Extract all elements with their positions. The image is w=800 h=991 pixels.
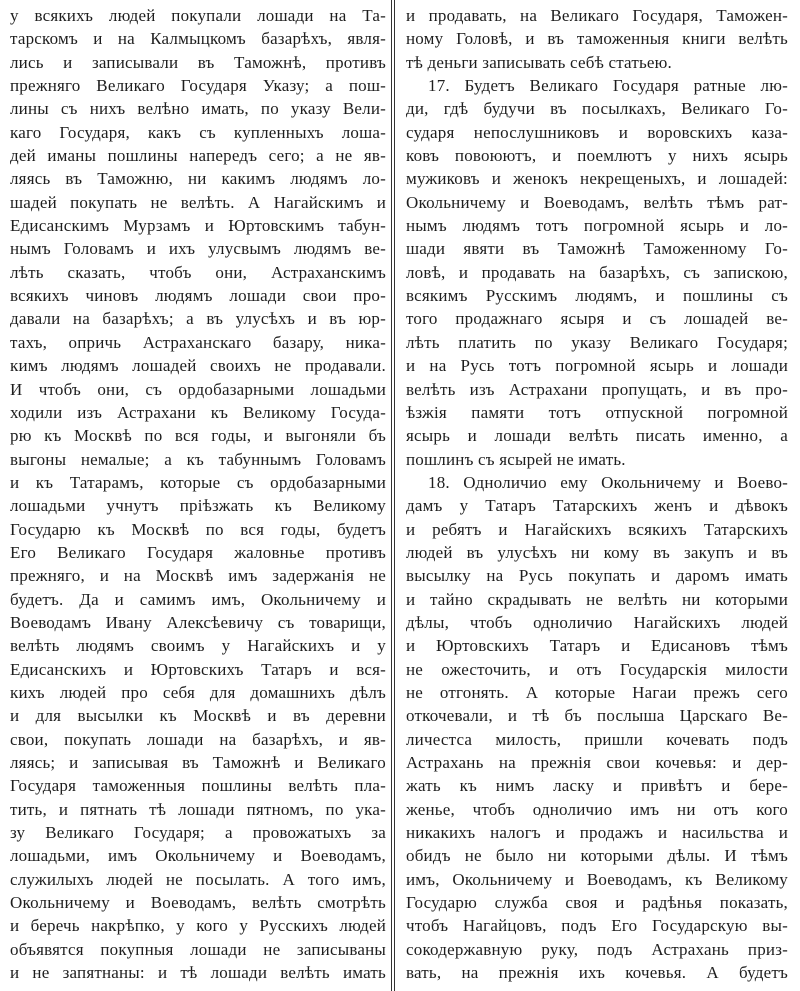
text-line: и для высылки къ Москвѣ и въ деревни (10, 706, 386, 726)
text-line: нымъ Головамъ и ихъ улусвымъ людямъ ве- (10, 239, 386, 259)
text-line: того продажнаго ясыря и съ лошадей ве- (406, 309, 788, 329)
text-line: ляясь; и записывая въ Таможнѣ и Великаго (10, 753, 386, 772)
text-line: мужиковъ и женокъ некрещеныхъ, и лошадей: (406, 169, 788, 189)
text-line: кимъ людямъ лошадей своихъ не продавали. (10, 356, 386, 376)
text-line: ному Головѣ, и въ таможенныя книги велѣть (406, 29, 788, 49)
text-line: 18. Одноличио ему Окольничему и Воево- (428, 472, 788, 492)
text-line: каго Государя, какъ съ купленныхъ лоша- (10, 122, 386, 142)
text-line: ляясь въ Таможню, ни какимъ людямъ ло- (10, 169, 386, 189)
left-text-column (10, 4, 386, 984)
text-line: Воеводамъ Ивану Алексѣевичу съ товарищи, (10, 612, 386, 632)
text-line: не ожесточить, и отъ Государскія милости (406, 659, 788, 679)
text-line: объявятся покупныя лошади не записываны (10, 939, 386, 959)
text-line: Едисанскимъ Мурзамъ и Юртовскимъ табун- (10, 216, 386, 236)
text-line: прежняго, и на Москвѣ имъ задержанія не (10, 566, 386, 586)
text-line: нымъ людямъ тотъ погромной ясырь и ло- (406, 216, 788, 236)
text-line: дамъ у Татаръ Татарскихъ женъ и дѣвокъ (406, 496, 788, 516)
text-line: лись и записывали въ Таможнѣ, противъ (10, 52, 386, 72)
text-line: и Юртовскихъ Татаръ и Едисановъ тѣмъ (406, 636, 788, 656)
text-line: Государя таможенныя пошлины велѣть пла- (10, 776, 386, 796)
text-line: и беречь накрѣпко, у кого у Русскихъ людей (10, 916, 386, 936)
text-line: сокодержавную руку, подъ Астрахань приз- (406, 939, 788, 959)
text-line: ѣзжія памяти тотъ отпускной погромной (406, 402, 788, 422)
text-line: давали на базарѣхъ; а въ улусѣхъ и въ юр- (10, 309, 386, 329)
text-line: у всякихъ людей покупали лошади на Та- (10, 6, 386, 25)
text-line: велѣть людямъ своимъ у Нагайскихъ и у (10, 636, 386, 656)
text-line: лѣть платить по указу Великаго Государя; (406, 332, 788, 352)
text-line: всякихъ чиновъ людямъ лошади свои про- (10, 286, 386, 306)
text-line: кихъ людей про себя для домашнихъ дѣлъ (10, 682, 386, 702)
text-line: дѣлы, чтобъ одноличио Нагайскихъ людей (406, 612, 788, 632)
text-line: Государю къ Москвѣ по вся годы, будетъ (10, 519, 386, 539)
text-line: Астрахань на прежнія свои кочевья: и дер- (406, 753, 788, 772)
text-line: шади явяти въ Таможнѣ Таможенному Го- (406, 239, 788, 259)
text-line: 17. Будетъ Великаго Государя ратные лю- (428, 76, 788, 96)
text-line: ясырь и лошади велѣть писать именно, а (406, 426, 788, 446)
text-line: Государю служба своя и радѣнья показать, (406, 893, 788, 913)
text-line: Окольничему и Воеводамъ, велѣть тѣмъ рат- (406, 192, 788, 212)
text-line: и ребятъ и Нагайскихъ всякихъ Татарскихъ (406, 519, 788, 539)
text-line: прежняго Великаго Государя Указу; а пош- (10, 76, 386, 96)
text-line: лины съ нихъ велѣно имать, по указу Вели- (10, 99, 386, 119)
text-line: тахъ, опричь Астраханскаго базару, ника- (10, 332, 386, 352)
text-line: ходили изъ Астрахани къ Великому Госуда- (10, 402, 386, 422)
text-line: женье, чтобъ одноличио имъ ни отъ кого (406, 799, 788, 819)
text-line: и тайно скрадывать не велѣть ни которыми (406, 589, 788, 609)
text-line: Его Великаго Государя жаловнье противъ (10, 542, 386, 562)
text-line: чтобъ Нагайцовъ, подъ Его Государскую вы- (406, 916, 788, 936)
text-line: дей иманы пошлины напередъ сего; а не яв- (10, 146, 386, 166)
text-line: служилыхъ людей не посылать. А того имъ, (10, 869, 386, 889)
text-line: пошлинъ съ ясырей не имать. (406, 449, 626, 469)
text-line: вать, на прежнія ихъ кочевья. А будетъ (406, 963, 788, 983)
text-line: ловѣ, и продавать на базарѣхъ, съ запискою, (406, 262, 788, 282)
text-line: лѣть сказать, чтобъ они, Астраханскимъ (10, 262, 386, 282)
text-line: имъ, Окольничему и Воеводамъ, къ Великому (406, 869, 788, 889)
text-line: будетъ. Да и самимъ имъ, Окольничему и (10, 589, 386, 609)
text-line: тить, и пятнать тѣ лошади пятномъ, по ука- (10, 799, 386, 819)
text-line: никакихъ налогъ и продажъ и насильства и (406, 823, 788, 843)
text-line: лошадьми, имъ Окольничему и Воеводамъ, (10, 846, 386, 866)
text-line: Едисанскихъ и Юртовскихъ Татаръ и вся- (10, 659, 386, 679)
text-line: жать къ нимъ ласку и привѣтъ и бере- (406, 776, 788, 796)
text-line: зу Великаго Государя; а провожатыхъ за (10, 823, 386, 843)
text-line: и продавать, на Великаго Государя, Таможен- (406, 6, 788, 25)
text-line: велѣть изъ Астрахани пропущать, и въ про- (406, 379, 788, 399)
text-line: рю къ Москвѣ по вся годы, и выгоняли бъ (10, 426, 386, 446)
text-line: шадей покупать не велѣть. А Нагайскимъ и (10, 192, 386, 212)
text-line: выгоны немалые; а къ табуннымъ Головамъ (10, 449, 386, 469)
text-line: лошадьми учнутъ пріѣзжать къ Великому (10, 496, 386, 516)
text-line: свои, покупать лошади на базарѣхъ, и яв- (10, 729, 386, 749)
text-line: откочевали, и тѣ бъ послыша Царскаго Ве- (406, 706, 788, 726)
text-line: и на Русь тотъ погромной ясырь и лошади (406, 356, 788, 376)
text-line: и къ Татарамъ, которые съ ордобазарными (10, 472, 386, 492)
text-line: обидъ не было ни которыми дѣлы. И тѣмъ (406, 846, 788, 866)
text-line: И чтобъ они, съ ордобазарными лошадьми (10, 379, 386, 399)
text-line: сударя непослушниковъ и воровскихъ каза- (406, 122, 788, 142)
text-line: тѣ деньги записывать себѣ статьею. (406, 52, 673, 72)
text-line: личестса милость, пришли кочевать подъ (406, 729, 788, 749)
text-line: высылку на Русь покупать и даромъ имать (406, 566, 788, 586)
right-text-column (406, 4, 788, 984)
column-divider (391, 0, 395, 991)
text-line: ковъ повоюютъ, и поемлютъ у нихъ ясырь (406, 146, 788, 166)
text-line: не отгонять. А которые Нагаи прежъ сего (406, 682, 788, 702)
text-line: Окольничему и Воеводамъ, велѣть смотрѣть (10, 893, 386, 913)
text-line: людей въ улусѣхъ ни кому въ закупъ и въ (406, 542, 788, 562)
text-line: и не запятнаны: и тѣ лошади велѣть имать (10, 963, 386, 983)
text-line: всякимъ Русскимъ людямъ, и пошлины съ (406, 286, 788, 306)
text-line: тарскомъ и на Калмыцкомъ базарѣхъ, явля- (10, 29, 386, 49)
text-line: ди, гдѣ будучи въ посылкахъ, Великаго Го- (406, 99, 788, 119)
